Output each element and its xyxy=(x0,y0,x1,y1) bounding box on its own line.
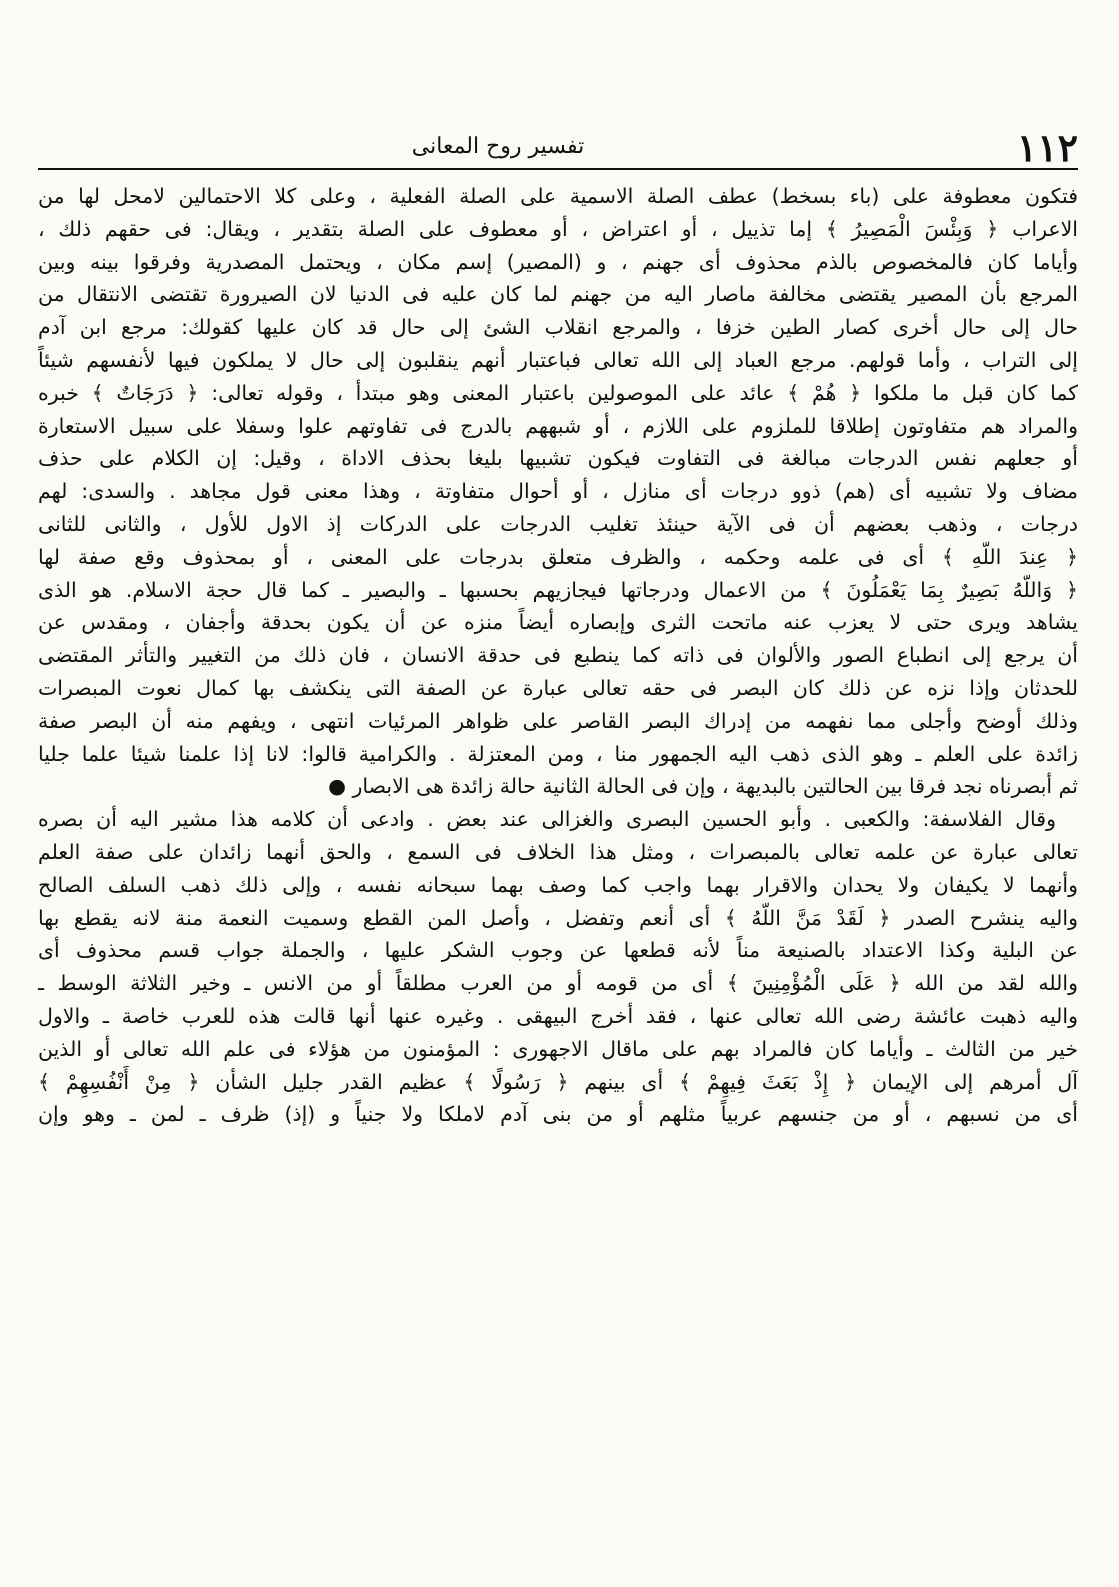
text-line: أى من نسبهم ، أو من جنسهم عربياً مثلهم أو من بنى آدم لاملكا ولا جنياً و (إذ) ظرف ـ لمن ـ وهو وإن xyxy=(38,1102,1078,1127)
text-line: والله لقد من الله ﴿ عَلَى الْمُؤْمِنِينَ ﴾ أى من قومه أو من العرب مطلقاً أو من الانس ـ وخير الثلاثة الوسط ـ xyxy=(38,971,1078,996)
text-line: وقال الفلاسفة: والكعبى . وأبو الحسين البصرى والغزالى عند بعض . وادعى أن كلامه هذا مشير اليه أن بصره xyxy=(38,807,1056,832)
text-line: يشاهد ويرى حتى لا يعزب عنه ماتحت الثرى وإبصاره أيضاً منزه عن أن يكون بحدقة وأجفان ، ومقدس عن xyxy=(38,610,1078,635)
body-text xyxy=(38,180,1078,1131)
text-line: المرجع بأن المصير يقتضى مخالفة ماصار اليه من جهنم لما كان عليه فى الدنيا لان الصيرورة تقتضى الانتقال من xyxy=(38,282,1078,307)
text-line: أو جعلهم نفس الدرجات مبالغة فى التفاوت فيكون تشبيها بليغا بحذف الاداة ، وقيل: إن الكلام على حذف xyxy=(38,446,1078,471)
text-line: خير من الثالث ـ وأياما كان فالمراد بهم على ماقال الاجهورى : المؤمنون من هؤلاء فى علم الله تعالى أو الذين xyxy=(38,1036,1078,1061)
text-line: مضاف ولا تشبيه أى (هم) ذوو درجات أى منازل ، أو أحوال متفاوتة ، وهذا معنى قول مجاهد . والسدى: لهم xyxy=(38,479,1078,504)
text-line: والمراد هم متفاوتون إطلاقا للملزوم على اللازم ، أو شبههم بالدرج فى تفاوتهم علوا وسفلا على سبيل الاستعارة xyxy=(38,413,1078,438)
text-line: زائدة على العلم ـ وهو الذى ذهب اليه الجمهور منا ، ومن المعتزلة . والكرامية قالوا: لانا إذا علمنا شيئا علما جليا xyxy=(38,741,1078,766)
page-number: ١١٢ xyxy=(1016,125,1078,170)
text-line: وأنهما لا يكيفان ولا يحدان والاقرار بهما واجب كما وصف بهما سبحانه نفسه ، وإلى ذلك ذهب السلف الصالح xyxy=(38,872,1078,897)
text-line: وأياما كان فالمخصوص بالذم محذوف أى جهنم ، و (المصير) إسم مكان ، ويحتمل المصدرية وفرقوا بينه وبين xyxy=(38,249,1078,274)
text-line: عن البلية وكذا الاعتداد بالصنيعة مناً لأنه قطعها عن وجوب الشكر عليها ، والجملة جواب قسم محذوف أى xyxy=(38,938,1078,963)
text-line: إلى التراب ، وأما قولهم. مرجع العباد إلى الله تعالى فباعتبار أنهم ينقلبون إلى حال لا يملكون فيها لأنفسهم شيئاً xyxy=(38,347,1078,372)
text-line: فتكون معطوفة على (باء بسخط) عطف الصلة الاسمية على الصلة الفعلية ، وعلى كلا الاحتمالين لامحل لها من xyxy=(38,184,1078,208)
text-line: وذلك أوضح وأجلى مما نفهمه من إدراك البصر القاصر على ظواهر المرئيات انتهى ، ويفهم منه أن البصر صفة xyxy=(38,708,1078,733)
text-line: ثم أبصرناه نجد فرقا بين الحالتين بالبديهة ، وإن فى الحالة الثانية حالة زائدة هى الابصار ● xyxy=(328,774,1078,799)
book-page xyxy=(38,125,1078,1568)
header-rule xyxy=(38,168,1078,170)
text-line: واليه ينشرح الصدر ﴿ لَقَدْ مَنَّ اللَّهُ ﴾ أى أنعم وتفضل ، وأصل المن القطع وسميت النعمة منة لانه يقطع بها xyxy=(38,905,1078,930)
text-line: كما كان قبل ما ملكوا ﴿ هُمْ ﴾ عائد على الموصولين باعتبار المعنى وهو مبتدأ ، وقوله تعالى: ﴿ دَرَجَاتٌ ﴾ خبره xyxy=(38,380,1078,405)
page-header xyxy=(38,125,1078,172)
text-line: آل أمرهم إلى الإيمان ﴿ إِذْ بَعَثَ فِيهِمْ ﴾ أى بينهم ﴿ رَسُولًا ﴾ عظيم القدر جليل الشأن ﴿ مِنْ أَنْفُسِهِمْ ﴾ xyxy=(38,1069,1078,1094)
text-line: للحدثان وإذا نزه عن ذلك كان البصر فى حقه تعالى عبارة عن الصفة التى ينكشف بها كمال نعوت المبصرات xyxy=(38,675,1078,700)
running-title: تفسير روح المعانى xyxy=(411,134,585,159)
text-line: تعالى عبارة عن علمه تعالى بالمبصرات ، ومثل هذا الخلاف فى السمع ، والحق أنهما زائدان على صفة العلم xyxy=(38,839,1078,864)
text-line: حال إلى حال أخرى كصار الطين خزفا ، والمرجع انقلاب الشئ إلى حال قد كان عليها كقولك: مرجع ابن آدم xyxy=(38,315,1078,340)
text-line: أن يرجع إلى انطباع الصور والألوان فى ذاته كما ينطبع فى حدقة الانسان ، فان ذلك من التغيير والتأثر المقتضى xyxy=(38,643,1078,668)
text-line: درجات ، وذهب بعضهم أن فى الآية حينئذ تغليب الدرجات على الدركات إذ الاول للأول ، والثانى للثانى xyxy=(38,511,1078,536)
text-line: واليه ذهبت عائشة رضى الله تعالى عنها ، فقد أخرج البيهقى . وغيره عنها أنها قالت هذه للعرب خاصة ـ والاول xyxy=(38,1003,1078,1028)
text-line: الاعراب ﴿ وَبِئْسَ الْمَصِيرُ ﴾ إما تذييل ، أو اعتراض ، أو معطوف على الصلة بتقدير ، ويقال: فى حقهم ذلك ، xyxy=(38,216,1078,241)
text-line: ﴿ عِندَ اللَّهِ ﴾ أى فى علمه وحكمه ، والظرف متعلق بدرجات على المعنى ، أو بمحذوف وقع صفة لها xyxy=(38,544,1078,569)
text-line: ﴿ وَاللَّهُ بَصِيرٌ بِمَا يَعْمَلُونَ ﴾ من الاعمال ودرجاتها فيجازيهم بحسبها ـ والبصير ـ كما قال حجة الاسلام. هو الذى xyxy=(38,577,1078,602)
